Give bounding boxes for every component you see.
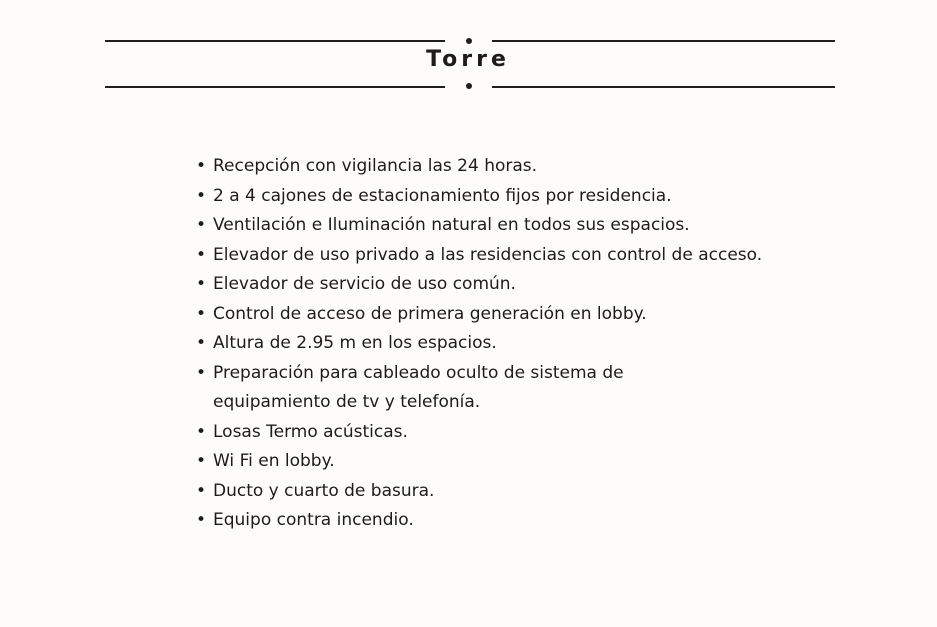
feature-text: Altura de 2.95 m en los espacios. bbox=[213, 333, 497, 353]
bullet-icon: • bbox=[196, 244, 207, 265]
bullet-icon: • bbox=[196, 510, 207, 530]
page-title: Torre bbox=[426, 47, 510, 72]
feature-text: Preparación para cableado oculto de sistema de bbox=[213, 362, 624, 383]
feature-item bbox=[192, 211, 872, 241]
bullet-icon: • bbox=[196, 362, 207, 383]
feature-item bbox=[192, 477, 872, 507]
feature-item bbox=[192, 270, 872, 300]
bullet-icon: • bbox=[196, 274, 207, 294]
bullet-icon: • bbox=[196, 303, 207, 324]
bullet-icon: • bbox=[196, 333, 207, 353]
feature-text: Recepción con vigilancia las 24 horas. bbox=[213, 156, 538, 176]
feature-item bbox=[192, 329, 872, 359]
bullet-icon: • bbox=[196, 215, 207, 235]
header-dot-top bbox=[466, 38, 472, 44]
feature-list bbox=[192, 152, 872, 536]
feature-text: Ventilación e Iluminación natural en todos sus espacios. bbox=[213, 215, 690, 235]
feature-text: Ducto y cuarto de basura. bbox=[213, 480, 435, 501]
feature-item bbox=[192, 241, 872, 271]
bullet-icon: • bbox=[196, 451, 207, 471]
feature-item bbox=[192, 447, 872, 477]
header-rule-top-right bbox=[492, 40, 835, 42]
feature-text: 2 a 4 cajones de estacionamiento fijos por residencia. bbox=[213, 185, 672, 206]
feature-item bbox=[192, 182, 872, 212]
feature-text: Control de acceso de primera generación en lobby. bbox=[213, 303, 647, 324]
bullet-icon: • bbox=[196, 156, 207, 176]
feature-text: Equipo contra incendio. bbox=[213, 510, 414, 530]
header-dot-bottom bbox=[466, 83, 472, 89]
bullet-icon: • bbox=[196, 421, 207, 442]
feature-item bbox=[192, 418, 872, 448]
bullet-icon: • bbox=[196, 480, 207, 501]
feature-item bbox=[192, 152, 872, 182]
header-rule-bottom-left bbox=[105, 86, 445, 88]
feature-text-continued: equipamiento de tv y telefonía. bbox=[213, 392, 481, 412]
bullet-icon: • bbox=[196, 185, 207, 206]
feature-item bbox=[192, 506, 872, 536]
feature-text: Elevador de uso privado a las residencias con control de acceso. bbox=[213, 244, 763, 265]
feature-item bbox=[192, 359, 872, 418]
header-rule-top-left bbox=[105, 40, 445, 42]
feature-text: Elevador de servicio de uso común. bbox=[213, 274, 516, 294]
feature-text: Wi Fi en lobby. bbox=[213, 451, 335, 471]
header-rule-bottom-right bbox=[492, 86, 835, 88]
feature-item bbox=[192, 300, 872, 330]
feature-text: Losas Termo acústicas. bbox=[213, 421, 408, 442]
